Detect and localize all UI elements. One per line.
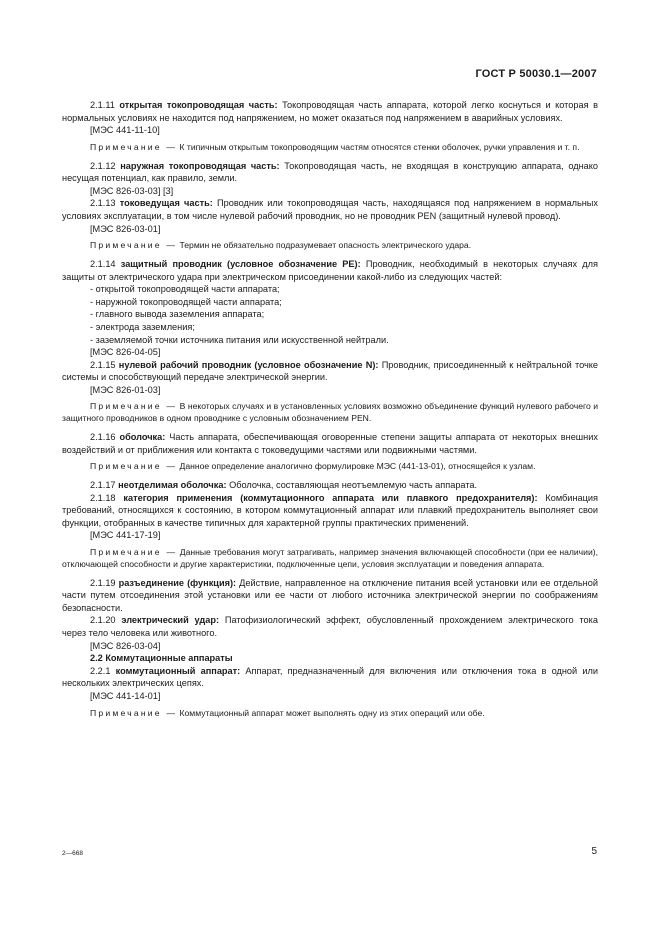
clause-2-1-11: 2.1.11 открытая токопроводящая часть: Токопроводящая часть аппарата, которой легко коснуться и которая в нормальных условиях не находится под напряжением, но может оказаться под напряжением в аварийных условиях. bbox=[62, 100, 598, 123]
note: Примечание — Термин не обязательно подразумевает опасность электрического удара. bbox=[90, 240, 472, 251]
document-body bbox=[62, 99, 598, 725]
reference: [МЭС 441-11-10] bbox=[90, 125, 160, 136]
reference: [МЭС 826-03-01] bbox=[90, 223, 161, 234]
reference: [МЭС 441-14-01] bbox=[90, 690, 161, 701]
reference: [МЭС 826-03-03] [3] bbox=[90, 185, 174, 196]
list-item: - главного вывода заземления аппарата; bbox=[90, 309, 265, 320]
list-item: - наружной токопроводящей части аппарата; bbox=[90, 296, 282, 307]
reference: [МЭС 441-17-19] bbox=[90, 530, 161, 541]
clause-2-1-20: 2.1.20 электрический удар: Патофизиологический эффект, обусловленный прохождением электрического тока через тело человека или животного. bbox=[62, 615, 598, 638]
list-item: - заземляемой точки источника питания или искусственной нейтрали. bbox=[90, 334, 389, 345]
note: Примечание — В некоторых случаях и в установленных условиях возможно объединение функций нулевого рабочего и защитного проводников в одном проводнике с условным обозначением PEN. bbox=[62, 401, 599, 424]
list-item: - электрода заземления; bbox=[90, 321, 195, 332]
clause-2-1-15: 2.1.15 нулевой рабочий проводник (условное обозначение N): Проводник, присоединенный к нейтральной точке системы и способствующий передаче электрической энергии. bbox=[62, 359, 598, 383]
reference: [МЭС 826-01-03] bbox=[90, 384, 161, 395]
list-item: - открытой токопроводящей части аппарата; bbox=[90, 284, 280, 295]
clause-2-1-13: 2.1.13 токоведущая часть: Проводник или токопроводящая часть, находящаяся под напряжением в нормальных условиях эксплуатации, в том числе нулевой рабочий проводник, но не проводник PEN (защитный нулевой провод). bbox=[62, 198, 599, 221]
clause-2-1-12: 2.1.12 наружная токопроводящая часть: Токопроводящая часть, не входящая в конструкцию аппарата, однако несущая потенциал, как правило, земли. bbox=[62, 160, 598, 184]
note: Примечание — Коммутационный аппарат может выполнять одну из этих операций или обе. bbox=[90, 707, 485, 718]
reference: [МЭС 826-04-05] bbox=[90, 347, 161, 358]
clause-2-1-19: 2.1.19 разъединение (функция): Действие, направленное на отключение питания всей установки или ее отдельной части путем отсоединения этой установки или ее части от любого источника электрической энергии по соображениям безопасности. bbox=[62, 577, 598, 613]
note: Примечание — Данные требования могут затрагивать, например значения включающей способности (при ее наличии), отключающей способности и другие характеристики, подключенные цепи, условия эксплуатации и поведения аппарата. bbox=[62, 547, 598, 569]
clause-2-1-14: 2.1.14 защитный проводник (условное обозначение PE): Проводник, необходимый в некоторых случаях для защиты от электрического удара при электрическом присоединении какой-либо из следующих частей: bbox=[62, 258, 598, 282]
page-number: 5 bbox=[591, 846, 597, 857]
reference: [МЭС 826-03-04] bbox=[90, 640, 161, 651]
note: Примечание — К типичным открытым токопроводящим частям относятся стенки оболочек, ручки управления и т. п. bbox=[90, 141, 580, 152]
clause-2-1-16: 2.1.16 оболочка: Часть аппарата, обеспечивающая оговоренные степени защиты аппарата от некоторых внешних воздействий и от приближения или контакта с токоведущими частями или подвижными частями. bbox=[62, 432, 598, 455]
section-heading: 2.2 Коммутационные аппараты bbox=[90, 653, 233, 664]
clause-2-1-17: 2.1.17 неотделимая оболочка: Оболочка, составляющая неотъемлемую часть аппарата. bbox=[90, 480, 478, 491]
page-header: ГОСТ Р 50030.1—2007 bbox=[475, 68, 597, 80]
note: Примечание — Данное определение аналогично формулировке МЭС (441-13-01), относящейся к узлам. bbox=[90, 461, 536, 472]
footer-code: 2—668 bbox=[62, 850, 83, 857]
clause-2-1-18: 2.1.18 категория применения (коммутационного аппарата или плавкого предохранителя): Комбинация требований, относящихся к состоянию, в котором коммутационный аппарат или плавкий предохранитель выполняет свои функции, отобранных в качестве типичных для характерной группы практических применений. bbox=[62, 492, 598, 528]
clause-2-2-1: 2.2.1 коммутационный аппарат: Аппарат, предназначенный для включения или отключения тока в одной или нескольких электрических цепях. bbox=[62, 665, 598, 689]
